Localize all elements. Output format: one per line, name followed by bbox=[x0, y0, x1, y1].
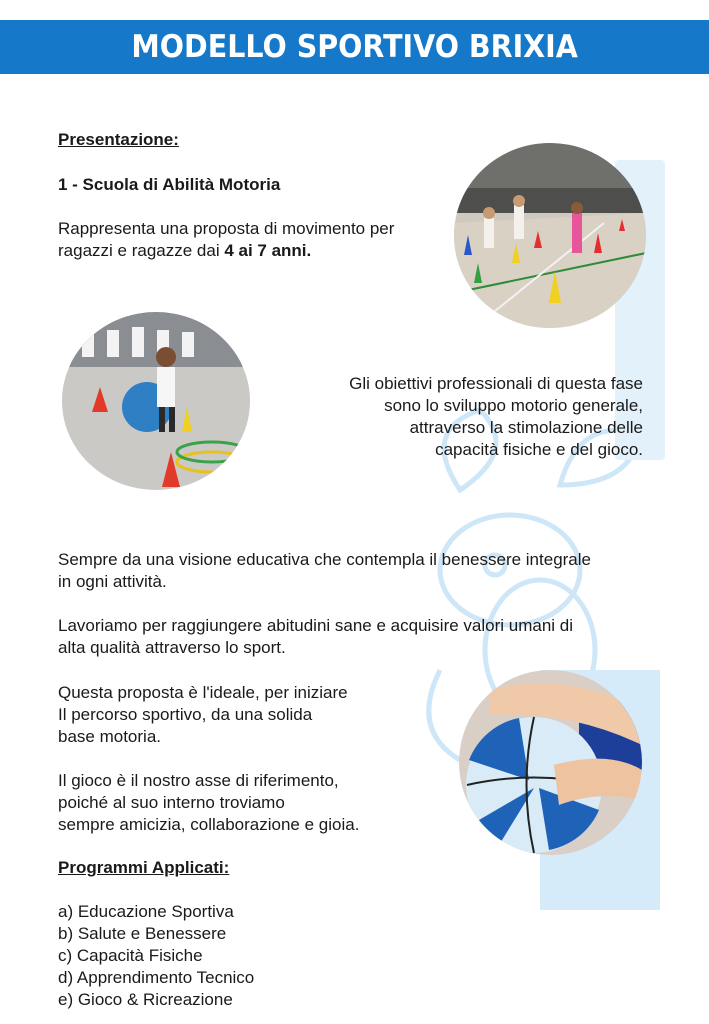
para4-line-1: Il gioco è il nostro asse di riferimento, bbox=[58, 771, 339, 790]
para1-line-2: in ogni attività. bbox=[58, 572, 167, 591]
list-item: e) Gioco & Ricreazione bbox=[58, 990, 233, 1009]
middle-photo bbox=[62, 312, 250, 490]
para2-line-1: Lavoriamo per raggiungere abitudini sane e acquisire valori umani di bbox=[58, 616, 574, 635]
header-banner bbox=[0, 20, 709, 74]
children-ball-hoops-image bbox=[62, 312, 250, 490]
list-item: c) Capacità Fisiche bbox=[58, 946, 203, 965]
intro-line-2 bbox=[58, 240, 311, 262]
para3-line-2: Il percorso sportivo, da una solida bbox=[58, 705, 313, 724]
section-subtitle: 1 - Scuola di Abilità Motoria bbox=[58, 175, 281, 194]
list-item: b) Salute e Benessere bbox=[58, 924, 227, 943]
objectives-line-1: Gli obiettivi professionali di questa fase bbox=[349, 374, 643, 393]
page-title: MODELLO SPORTIVO BRIXIA bbox=[131, 29, 578, 65]
gym-children-cones-image bbox=[454, 143, 646, 328]
intro-line-1: Rappresenta una proposta di movimento per bbox=[58, 219, 395, 238]
bottom-photo bbox=[459, 670, 642, 855]
age-range: 4 ai 7 anni. bbox=[224, 241, 312, 260]
para2-line-2: alta qualità attraverso lo sport. bbox=[58, 638, 286, 657]
top-photo bbox=[454, 143, 646, 328]
objectives-line-4: capacità fisiche e del gioco. bbox=[435, 440, 643, 459]
presentazione-heading: Presentazione: bbox=[58, 130, 179, 149]
para3-line-3: base motoria. bbox=[58, 727, 161, 746]
programs-list bbox=[58, 901, 254, 1011]
para1-line-1: Sempre da una visione educativa che contempla il benessere integrale bbox=[58, 550, 591, 569]
basketball-hands-image bbox=[459, 670, 642, 855]
objectives-line-2: sono lo sviluppo motorio generale, bbox=[384, 396, 643, 415]
intro-line-2-text: ragazzi e ragazze dai bbox=[58, 241, 225, 260]
para3-line-1: Questa proposta è l'ideale, per iniziare bbox=[58, 683, 348, 702]
objectives-line-3: attraverso la stimolazione delle bbox=[409, 418, 643, 437]
programmi-heading: Programmi Applicati: bbox=[58, 858, 230, 877]
para4-line-2: poiché al suo interno troviamo bbox=[58, 793, 285, 812]
list-item: a) Educazione Sportiva bbox=[58, 902, 234, 921]
list-item: d) Apprendimento Tecnico bbox=[58, 968, 255, 987]
para4-line-3: sempre amicizia, collaborazione e gioia. bbox=[58, 815, 360, 834]
